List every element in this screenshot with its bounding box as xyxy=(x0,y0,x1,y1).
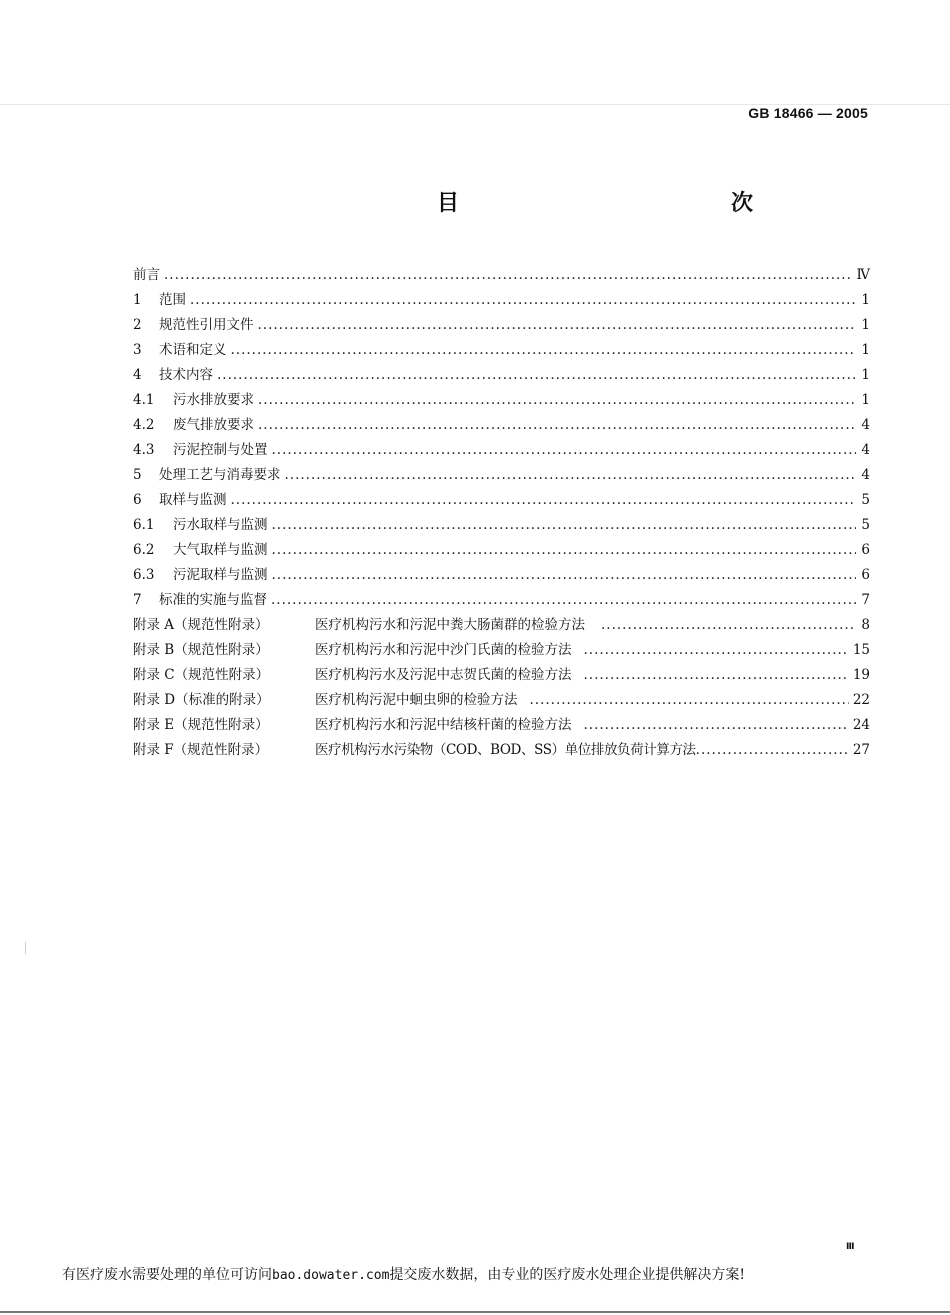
toc-entry-page: 8 xyxy=(861,617,870,633)
toc-entry-6-3[interactable] xyxy=(133,563,870,588)
appendix-title: 医疗机构污水和污泥中结核杆菌的检验方法 xyxy=(315,717,572,733)
toc-entry-number: 3 xyxy=(133,342,142,358)
toc-entry-6[interactable] xyxy=(133,488,870,513)
toc-appendix-a[interactable] xyxy=(133,613,870,638)
toc-entry-4-3[interactable] xyxy=(133,438,870,463)
dot-leader xyxy=(601,613,856,638)
dot-leader xyxy=(190,288,856,313)
dot-leader xyxy=(164,263,853,288)
toc-entry-page: 1 xyxy=(861,367,870,383)
dot-leader xyxy=(696,738,849,763)
toc-entry-title: 大气取样与监测 xyxy=(173,542,268,558)
toc-entry-page: 4 xyxy=(861,467,870,483)
toc-entry-number: 4.3 xyxy=(133,442,155,458)
toc-entry-title: 前言 xyxy=(133,267,160,283)
toc-entry-title: 污水排放要求 xyxy=(173,392,254,408)
dot-leader xyxy=(584,713,849,738)
toc-entry-page: 6 xyxy=(861,542,870,558)
dot-leader xyxy=(271,588,856,613)
toc-entry-3[interactable] xyxy=(133,338,870,363)
appendix-title: 医疗机构污水和污泥中沙门氏菌的检验方法 xyxy=(315,642,572,658)
toc-entry-number: 2 xyxy=(133,317,142,333)
dot-leader xyxy=(258,388,856,413)
toc-entry-title: 污泥取样与监测 xyxy=(173,567,268,583)
toc-entry-title: 规范性引用文件 xyxy=(159,317,254,333)
toc-entry-page: 24 xyxy=(852,717,870,733)
dot-leader xyxy=(272,513,857,538)
toc-entry-page: 6 xyxy=(861,567,870,583)
toc-entry-title: 技术内容 xyxy=(159,367,213,383)
toc-entry-number: 5 xyxy=(133,467,142,483)
toc-entry-title: 标准的实施与监督 xyxy=(159,592,267,608)
toc-entry-number: 6.1 xyxy=(133,517,155,533)
dot-leader xyxy=(231,488,857,513)
toc-entry-number: 7 xyxy=(133,592,142,608)
appendix-prefix: 附录 C（规范性附录） xyxy=(133,667,270,683)
toc-entry-title: 取样与监测 xyxy=(159,492,227,508)
toc-entry-page: 1 xyxy=(861,342,870,358)
toc-entry-number: 4.2 xyxy=(133,417,155,433)
appendix-prefix: 附录 B（规范性附录） xyxy=(133,642,269,658)
toc-entry-5[interactable] xyxy=(133,463,870,488)
toc-entry-title: 废气排放要求 xyxy=(173,417,254,433)
dot-leader xyxy=(285,463,857,488)
toc-entry-number: 6.2 xyxy=(133,542,155,558)
toc-entry-page: 1 xyxy=(861,392,870,408)
standard-number: GB 18466 — 2005 xyxy=(748,105,868,121)
toc-entry-4[interactable] xyxy=(133,363,870,388)
footer-text-after: 提交废水数据，由专业的医疗废水处理企业提供解决方案! xyxy=(389,1267,746,1283)
toc-entry-1[interactable] xyxy=(133,288,870,313)
toc-appendix-e[interactable] xyxy=(133,713,870,738)
dot-leader xyxy=(258,313,857,338)
dot-leader xyxy=(584,663,849,688)
appendix-title: 医疗机构污水和污泥中粪大肠菌群的检验方法 xyxy=(315,617,585,633)
appendix-prefix: 附录 D（标准的附录） xyxy=(133,692,270,708)
appendix-title: 医疗机构污泥中蛔虫卵的检验方法 xyxy=(315,692,518,708)
toc-entry-page: 5 xyxy=(861,492,870,508)
toc-entry-7[interactable] xyxy=(133,588,870,613)
toc-entry-title: 污水取样与监测 xyxy=(173,517,268,533)
appendix-title: 医疗机构污水及污泥中志贺氏菌的检验方法 xyxy=(315,667,572,683)
toc-title: 目 次 xyxy=(437,191,830,216)
toc-entry-page: 5 xyxy=(861,517,870,533)
toc-entry-number: 1 xyxy=(133,292,142,308)
toc-entry-number: 4.1 xyxy=(133,392,155,408)
toc-entry-foreword[interactable] xyxy=(133,263,870,288)
toc-entry-page: 1 xyxy=(861,292,870,308)
dot-leader xyxy=(231,338,857,363)
appendix-prefix: 附录 F（规范性附录） xyxy=(133,742,269,758)
toc-appendix-f[interactable] xyxy=(133,738,870,763)
toc-entry-page: Ⅳ xyxy=(856,267,870,283)
toc-entry-2[interactable] xyxy=(133,313,870,338)
toc-entry-page: 7 xyxy=(861,592,870,608)
toc-entry-page: 1 xyxy=(861,317,870,333)
toc-entry-page: 15 xyxy=(852,642,870,658)
toc-entry-page: 27 xyxy=(852,742,870,758)
toc-appendix-c[interactable] xyxy=(133,663,870,688)
toc-entry-4-2[interactable] xyxy=(133,413,870,438)
toc-entry-number: 6.3 xyxy=(133,567,155,583)
toc-entry-page: 19 xyxy=(852,667,870,683)
dot-leader xyxy=(584,638,849,663)
toc-entry-number: 6 xyxy=(133,492,142,508)
dot-leader xyxy=(272,438,857,463)
appendix-prefix: 附录 E（规范性附录） xyxy=(133,717,269,733)
dot-leader xyxy=(272,538,857,563)
toc-entry-title: 范围 xyxy=(159,292,186,308)
dot-leader xyxy=(258,413,856,438)
footer-notice xyxy=(62,1264,892,1284)
toc-entry-page: 4 xyxy=(861,442,870,458)
toc-entry-title: 处理工艺与消毒要求 xyxy=(159,467,281,483)
page-number-mark: Ⅲ xyxy=(846,1242,855,1252)
scan-artifact xyxy=(25,942,26,954)
toc-appendix-d[interactable] xyxy=(133,688,870,713)
footer-text-before: 有医疗废水需要处理的单位可访问 xyxy=(62,1267,272,1283)
toc-entry-number: 4 xyxy=(133,367,142,383)
appendix-prefix: 附录 A（规范性附录） xyxy=(133,617,269,633)
page-bottom-rule xyxy=(0,1311,950,1313)
table-of-contents xyxy=(133,263,870,763)
toc-entry-title: 污泥控制与处置 xyxy=(173,442,268,458)
footer-url-link[interactable]: bao.dowater.com xyxy=(272,1268,390,1283)
dot-leader xyxy=(272,563,857,588)
toc-entry-title: 术语和定义 xyxy=(159,342,227,358)
toc-entry-6-2[interactable] xyxy=(133,538,870,563)
appendix-title: 医疗机构污水污染物（COD、BOD、SS）单位排放负荷计算方法 xyxy=(315,742,696,758)
toc-entry-4-1[interactable] xyxy=(133,388,870,413)
toc-appendix-b[interactable] xyxy=(133,638,870,663)
toc-entry-page: 4 xyxy=(861,417,870,433)
toc-entry-6-1[interactable] xyxy=(133,513,870,538)
dot-leader xyxy=(530,688,849,713)
dot-leader xyxy=(217,363,856,388)
toc-entry-page: 22 xyxy=(852,692,870,708)
